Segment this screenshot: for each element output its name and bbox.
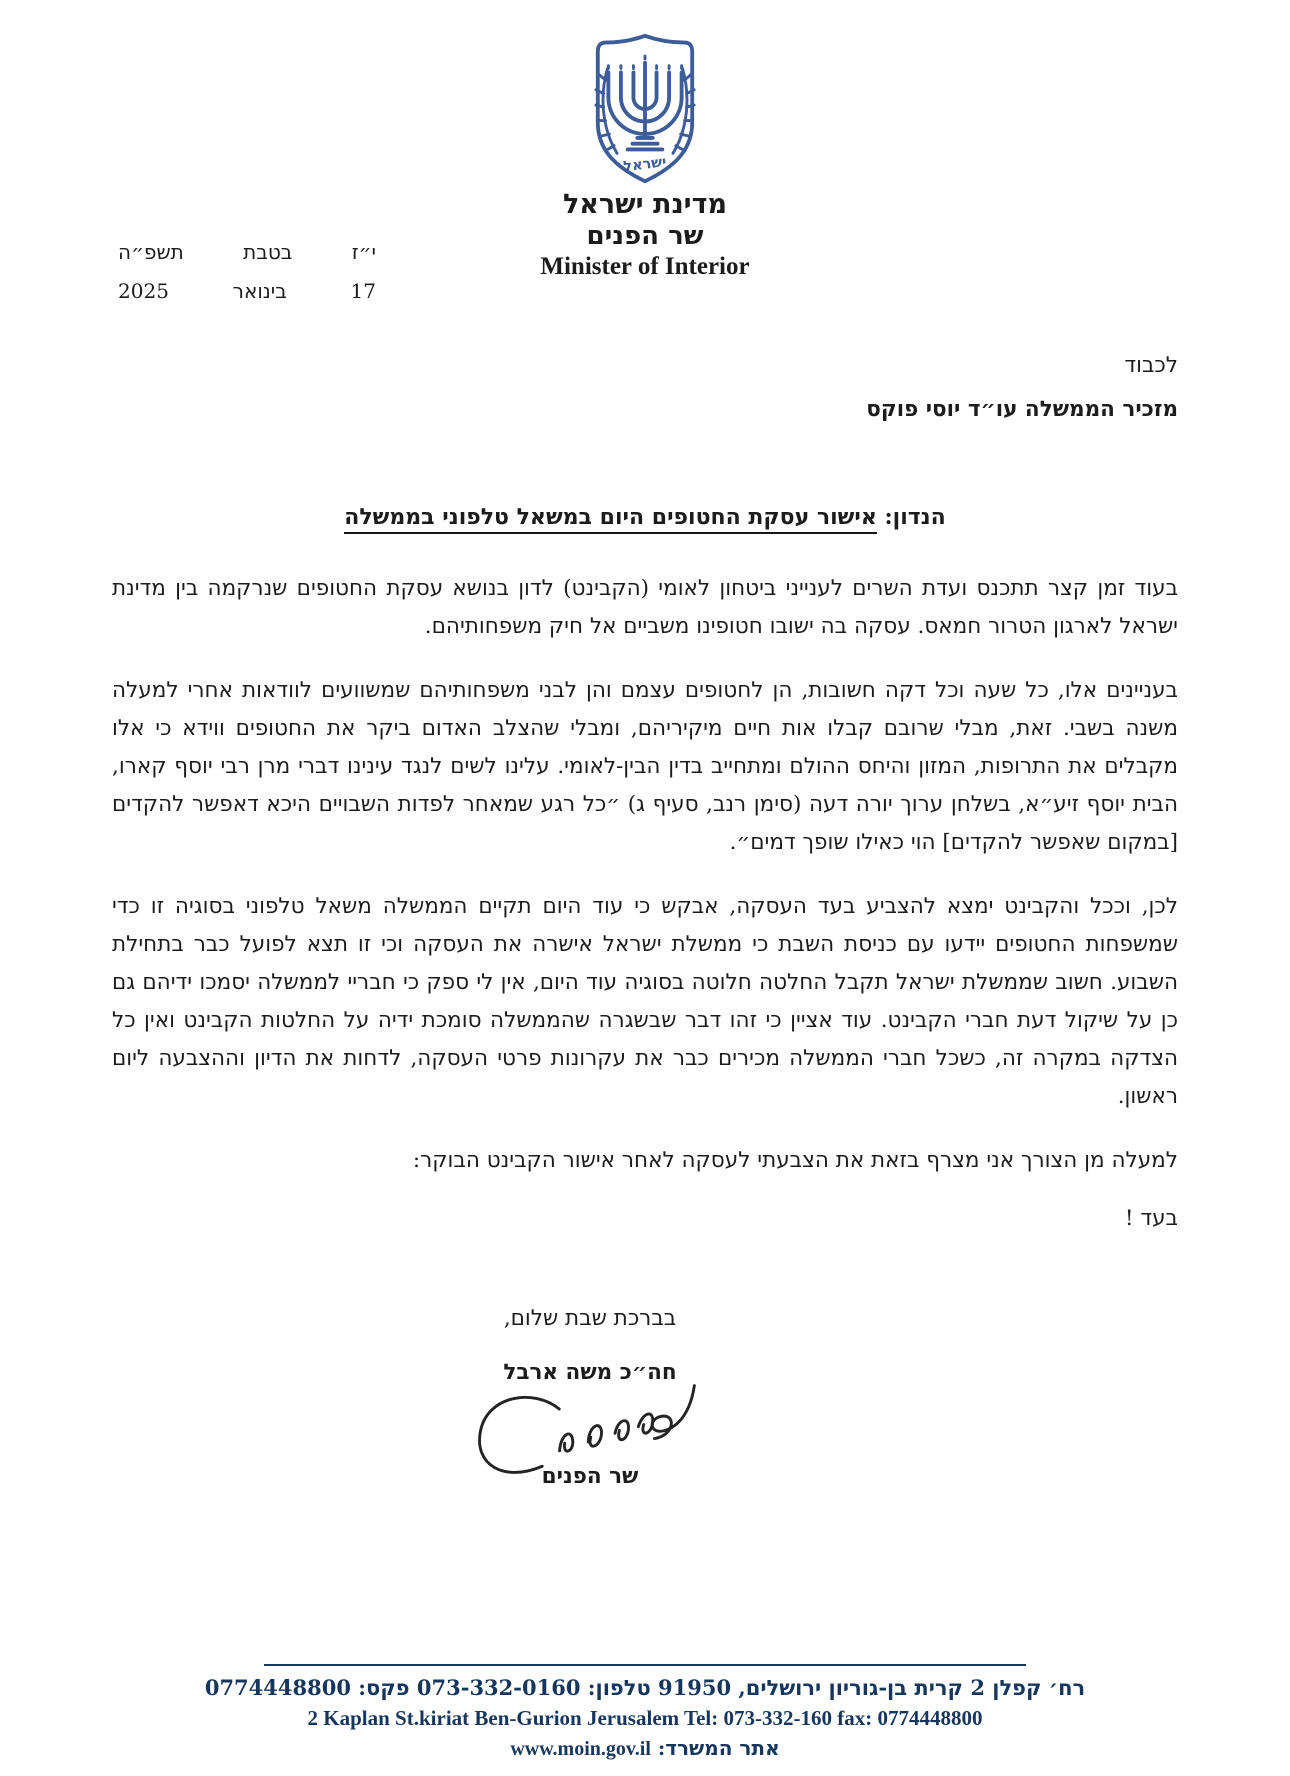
minister-title-he: שר הפנים: [586, 221, 704, 251]
signer-name: חה״כ משה ארבל: [503, 1360, 677, 1385]
gregorian-date-day: 17: [350, 279, 376, 303]
footer-address-hebrew: רח׳ קפלן 2 קרית בן-גוריון ירושלים, 91950 טלפון: 073-332-0160 פקס: 0774448800: [204, 1675, 1086, 1700]
signer-title: שר הפנים: [541, 1464, 639, 1489]
israel-state-emblem-icon: [587, 30, 703, 188]
vote-statement: בעד !: [1124, 1206, 1178, 1231]
website-url: www.moin.gov.il: [510, 1738, 651, 1760]
paragraph-4: למעלה מן הצורך אני מצרף בזאת את הצבעתי לעסקה לאחר אישור הקבינט הבוקר:: [412, 1148, 1178, 1173]
closing-blessing: בברכת שבת שלום,: [503, 1306, 677, 1331]
paragraph-2: בעניינים אלו, כל שעה וכל דקה חשובות, הן לחטופים עצמם והן לבני משפחותיהם שמשוועים לוודאות אחרי למעלה משנה בשבי. זאת, מבלי שרובם קבלו אות חיים מיקיריהם, ומבלי שהצלב האדום ביקר את החטופים ווידא כי אלו מקבלים את התרופות, המזון והיחס ההולם ומתחייב בדין הבין-לאומי. עלינו לשים לנגד עינינו דברי מרן רבי יוסף קארו, הבית יוסף זיע״א, בשלחן ערוך יורה דעה (סימן רנב, סעיף ג) ״כל רגע שמאחר לפדות השבויים היכא דאפשר להקדים [במקום שאפשר להקדים] הוי כאילו שופך דמים״.: [112, 678, 1178, 855]
date-block: [118, 240, 376, 318]
hebrew-date-row: [118, 240, 376, 264]
gregorian-date-month: בינואר: [232, 279, 287, 303]
gregorian-date-year: 2025: [118, 279, 169, 303]
recipient-name: מזכיר הממשלה עו״ד יוסי פוקס: [866, 397, 1178, 422]
emblem-caption: ישראל: [622, 153, 668, 176]
letter-body: [0, 344, 1290, 1492]
paragraph-1: בעוד זמן קצר תתכנס ועדת השרים לענייני ביטחון לאומי (הקבינט) לדון בנושא עסקת החטופים שנרקמה בין מדינת ישראל לארגון הטרור חמאס. עסקה בה ישובו חטופינו משביים אל חיק משפחותיהם.: [112, 576, 1178, 639]
hebrew-date-day: י״ז: [351, 240, 376, 264]
subject-text: אישור עסקת החטופים היום במשאל טלפוני בממשלה: [344, 504, 877, 534]
state-title: מדינת ישראל: [562, 189, 728, 220]
footer-divider: [264, 1664, 1026, 1666]
footer: [0, 1664, 1290, 1764]
handwritten-signature-icon: [437, 1374, 743, 1508]
hebrew-date-year: תשפ״ה: [118, 240, 184, 264]
footer-website-line: [0, 1733, 1290, 1764]
subject-label: הנדון:: [876, 504, 946, 530]
recipient-salutation: לכבוד: [1124, 353, 1178, 378]
paragraph-3: לכן, וככל והקבינט ימצא להצביע בעד העסקה, אבקש כי עוד היום תקיים הממשלה משאל טלפוני בסוגיה זו כדי שמשפחות החטופים יידעו עם כניסת השבת כי ממשלת ישראל אישרה את העסקה וכי זו תצא לפועל כבר בתחילת השבוע. חשוב שממשלת ישראל תקבל החלטה חלוטה בסוגיה עוד היום, אין לי ספק כי חבריי לממשלה יסמכו ידיהם גם כן על שיקול דעת חברי הקבינט. עוד אציין כי זהו דבר שבשגרה שהממשלה סומכת ידיה על החלטות הקבינט ואין כל הצדקה במקרה זה, כשכל חברי הממשלה מכירים כבר את עקרונות פרטי העסקה, לדחות את הדיון וההצבעה ליום ראשון.: [112, 894, 1178, 1109]
minister-title-en: Minister of Interior: [540, 253, 750, 280]
recipient-block: [112, 344, 1178, 432]
subject-line: [112, 504, 1178, 530]
footer-address-english: 2 Kaplan St.kiriat Ben-Gurion Jerusalem Tel: 073-332-160 fax: 0774448800: [307, 1706, 983, 1730]
closing-block: [57, 1304, 1123, 1492]
gregorian-date-row: [118, 279, 376, 303]
website-label: אתר המשרד:: [650, 1736, 780, 1760]
hebrew-date-month: בטבת: [243, 240, 293, 264]
